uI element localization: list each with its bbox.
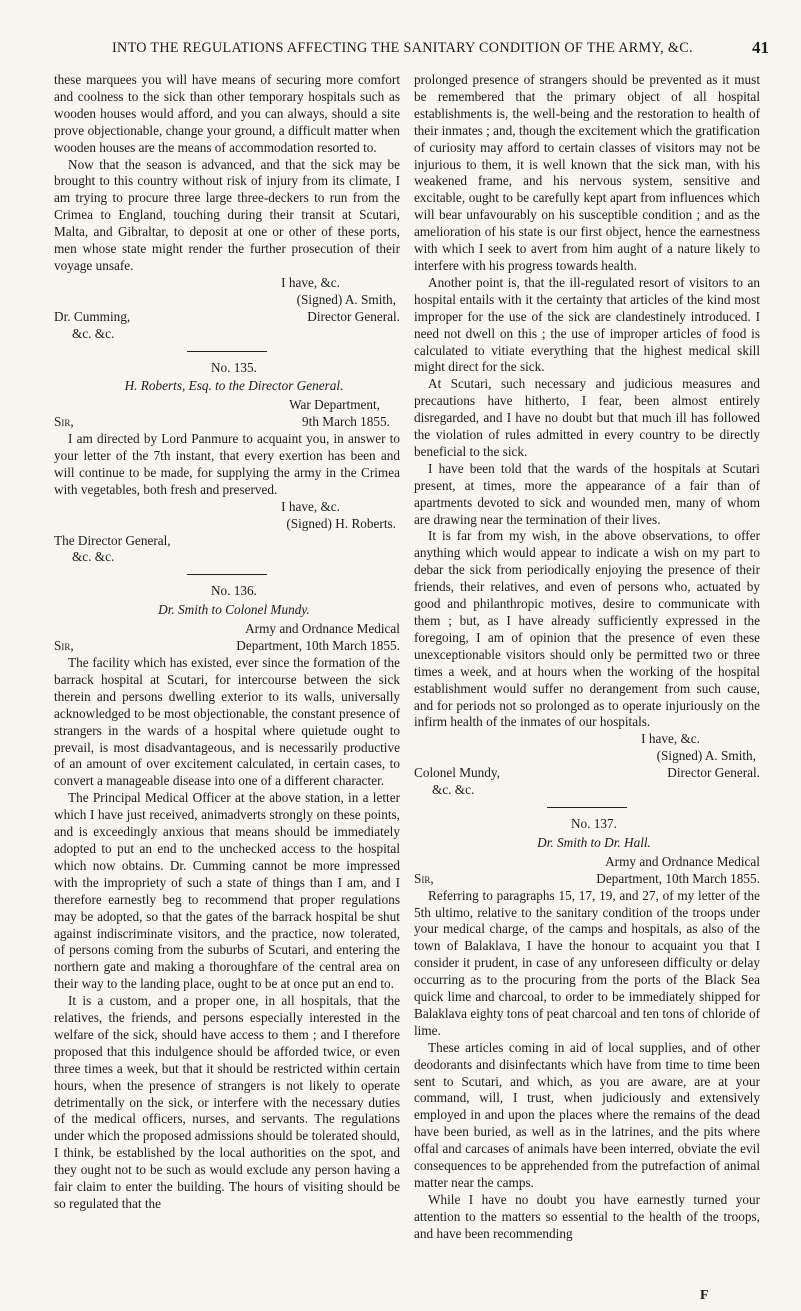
department-date: Department, 10th March 1855. xyxy=(236,638,400,654)
closing: I have, &c. xyxy=(641,731,700,747)
addressee: Dr. Cumming, xyxy=(54,308,131,324)
paragraph: Now that the season is advanced, and that the sick may be brought to this country without risk of injury from its climate, I am trying to procure three large three-deckers to run from the Crimea to England, touching during their transit at Scutari, Malta, and Gibraltar, to deposit at one or other of these ports, men whose state might render the further prosecution of their voyage unsafe. xyxy=(54,156,400,273)
paragraph: While I have no doubt you have earnestly turned your attention to the matters so essential to the health of the troops, and have been recommending xyxy=(414,1191,760,1241)
salutation-row xyxy=(54,414,400,431)
paragraph: The facility which has existed, ever since the formation of the barrack hospital at Scutari, for intercourse between the sick therein and persons dwelling exterior to its walls, universally acknowledged to be most objectionable, the constant presence of strangers in the wards of a hospital where quietude ought to prevail, is most disadvantageous, and is necessarily productive of an amount of over excitement calculated, in certain cases, to convert a manageable disease into one of a different character. xyxy=(54,655,400,789)
closing: I have, &c. xyxy=(281,498,340,514)
salutation: Sir, xyxy=(54,414,74,430)
salutation-row xyxy=(54,638,400,655)
closing: I have, &c. xyxy=(281,274,340,290)
department: Army and Ordnance Medical xyxy=(245,621,400,637)
etc: &c. &c. xyxy=(432,782,475,798)
paragraph: It is far from my wish, in the above observations, to offer anything which would appear to indicate a wish on my part to debar the sick from periodically enjoying the presence of their friends, their relatives, and even of persons who, actuated by good and philanthropic motives, desire to communicate with them ; but, as I have already sufficiently expressed in the foregoing, I am of opinion that the presence of even these unexceptionable visitors should only be permitted two or three times a week, and at hours when the working of the hospital establishment would suffer no derangement from such cause, and for periods not so prolonged as to operate injuriously on the infirm health of the inmates of our hospitals. xyxy=(414,528,760,730)
paragraph: The Principal Medical Officer at the above station, in a letter which I have just received, animadverts strongly on these points, and is exceedingly anxious that means should be immediately adopted to put an end to the unchecked access to the hospital which now obtains. Dr. Cumming cannot be more impressed with the impropriety of such a state of things than I am, and I therefore earnestly beg to recommend that proper regulations may be adopted, so that the gates of the barrack hospital be shut against indiscriminate visitors, and the practice, now tolerated, of persons coming from the suburbs of Scutari, and entering the northern gate and making a thoroughfare of the central area on their way to the landing place, ought to be at once put an end to. xyxy=(54,790,400,992)
letter-number: No. 136. xyxy=(210,583,257,599)
etc: &c. &c. xyxy=(72,549,115,565)
letter-number: No. 137. xyxy=(570,815,617,831)
paragraph: Another point is, that the ill-regulated resort of visitors to an hospital entails with it the certainty that articles of the kind most improper for the use of the sick are clandestinely introduced. I need not dwell on this ; the use of improper articles of food is calculated to vitiate everything that the highest medical skill might direct for the sick. xyxy=(414,274,760,375)
signature: (Signed) H. Roberts. xyxy=(286,515,396,531)
paragraph: Referring to paragraphs 15, 17, 19, and 27, of my letter of the 5th ultimo, relative to the sanitary condition of the troops under your medical charge, of the camps and hospitals, as also of the town of Balaklava, I have the honour to acquaint you that I consider it prudent, in case of any unforeseen difficulty or delay occurring as to the procuring from the ports of the Black Sea quick lime and charcoal, to order to be immediately shipped for Balaklava eighty tons of peat charcoal and ten tons of chloride of lime. xyxy=(414,887,760,1038)
letter-heading: Dr. Smith to Colonel Mundy. xyxy=(158,602,310,618)
salutation-row xyxy=(414,871,760,888)
paragraph: It is a custom, and a proper one, in all hospitals, that the relatives, the friends, and persons especially interested in the welfare of the sick, should have access to them ; and I therefore proposed that this indulgence should be afforded twice, or even three times a week, but that it should be restricted within certain hours, when the presence of strangers is not likely to operate detrimentally on the sick, or interfere with the necessary duties of the medical officers, nurses, and servants. The regulations under which the proposed admissions should be tolerated should, I think, be established by the local authorities on the spot, and they ought not to be such as would exclude any person having a fair claim to enter the building. The hours of visiting should be so regulated that the xyxy=(54,993,400,1211)
paragraph: At Scutari, such necessary and judicious measures and precautions have hitherto, I fear, been almost entirely disregarded, and I have no doubt but that much ill has followed the violation of rules admitted in every country to be directly beneficial to the sick. xyxy=(414,376,760,459)
divider xyxy=(547,807,627,808)
salutation: Sir, xyxy=(414,870,434,886)
letter-date: 9th March 1855. xyxy=(302,414,390,430)
running-head: INTO THE REGULATIONS AFFECTING THE SANITARY CONDITION OF THE ARMY, &C. xyxy=(112,40,693,56)
addressee-row xyxy=(414,765,760,782)
paragraph: prolonged presence of strangers should be prevented as it must be remembered that the primary object of all hospital establishments is, the well-being and the restoration to health of their inmates ; and, though the excitement which the gratification of curiosity may afford to certain classes of visitors may not be injurious to them, it is well known that the sick man, with his weakened frame, and his nervous system, sensitive and excitable, ought to be carefully kept apart from influences which will bear unfavourably on his susceptible condition ; and as the amelioration of his state is our first object, hence the earnestness with which I seek to avert from him aught of a nature likely to interfere with his progress towards health. xyxy=(414,72,760,273)
page-number: 41 xyxy=(752,38,769,57)
etc: &c. &c. xyxy=(72,325,115,341)
paragraph: these marquees you will have means of securing more comfort and coolness to the sick than other temporary hospitals such as wooden houses would afford, and you can always, should a site prove objectionable, change your ground, a difficult matter when wooden houses are the means of accommodation resorted to. xyxy=(54,72,400,155)
signature-mark: F xyxy=(700,1288,709,1303)
letter-number: No. 135. xyxy=(210,359,257,375)
right-column xyxy=(414,72,760,1243)
signer-title: Director General. xyxy=(667,765,760,781)
signature: (Signed) A. Smith, xyxy=(296,291,396,307)
divider xyxy=(187,351,267,352)
department: Army and Ordnance Medical xyxy=(605,853,760,869)
divider xyxy=(187,574,267,575)
addressee: The Director General, xyxy=(54,532,171,548)
letter-heading: Dr. Smith to Dr. Hall. xyxy=(537,834,651,850)
salutation: Sir, xyxy=(54,638,74,654)
left-column xyxy=(54,72,400,1213)
department: War Department, xyxy=(289,397,380,413)
signature: (Signed) A. Smith, xyxy=(656,748,756,764)
addressee-row xyxy=(54,309,400,326)
signer-title: Director General. xyxy=(307,308,400,324)
department-date: Department, 10th March 1855. xyxy=(596,870,760,886)
paragraph: I am directed by Lord Panmure to acquaint you, in answer to your letter of the 7th instant, that every exertion has been and will continue to be made, for supplying the army in the Crimea with vegetables, both fresh and preserved. xyxy=(54,431,400,497)
letter-heading: H. Roberts, Esq. to the Director General. xyxy=(124,378,344,394)
paragraph: These articles coming in aid of local supplies, and of other deodorants and disinfectants which have from time to time been sent to Scutari, and which, as you are aware, are at your command, will, I trust, when judiciously and extensively employed in and upon the places where the remains of the dead have been buried, as well as in the latrines, and the pits where offal and carcases of animals have been interred, obviate the evil consequences to be apprehended from the putrefaction of animal matter near the camps. xyxy=(414,1039,760,1190)
paragraph: I have been told that the wards of the hospitals at Scutari present, at times, more the appearance of a fair than of apartments devoted to sick and wounded men, many of whom are drawing near the termination of their lives. xyxy=(414,460,760,527)
addressee: Colonel Mundy, xyxy=(414,765,501,781)
